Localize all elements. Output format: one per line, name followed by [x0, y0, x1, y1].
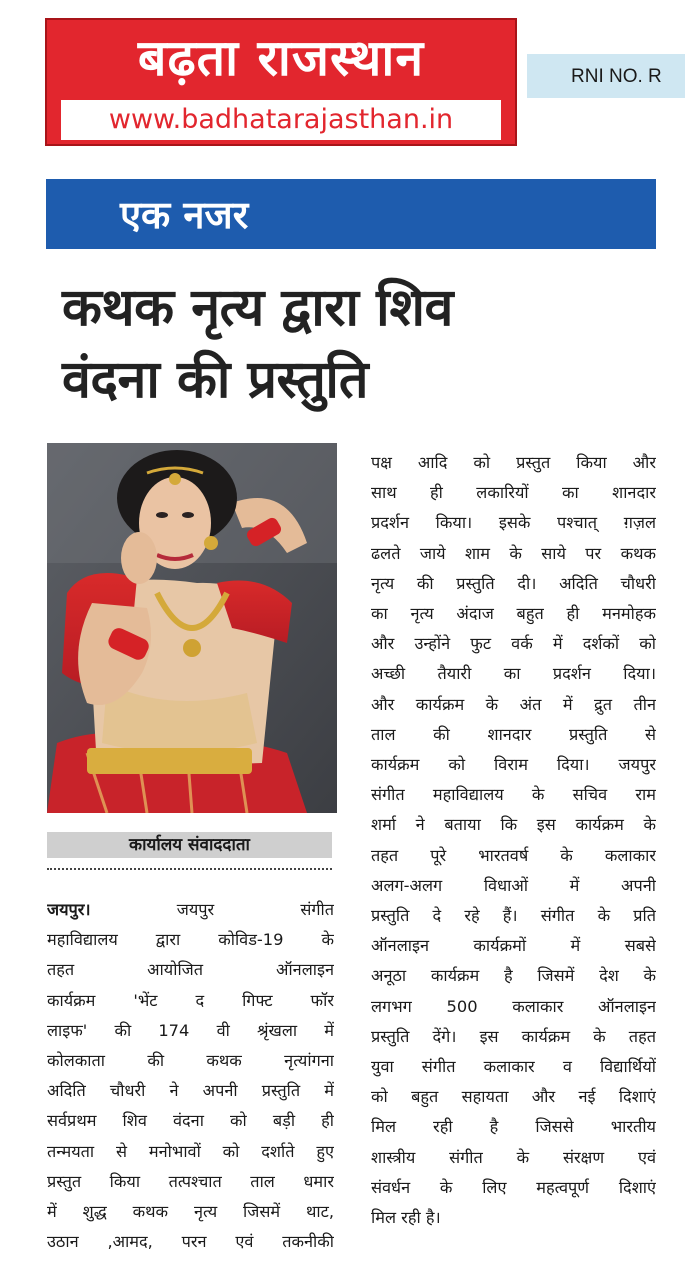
article-line: शर्मा ने बताया कि इस कार्यक्रम के: [371, 815, 656, 835]
article-line: में शुद्ध कथक नृत्य जिसमें थाट,: [47, 1202, 334, 1222]
article-line: मिल रही है।: [371, 1208, 441, 1228]
dateline: जयपुर।: [47, 900, 91, 919]
website-url-strip: [61, 100, 501, 140]
article-line: कार्यक्रम को विराम दिया। जयपुर: [371, 755, 656, 775]
article-line: ऑनलाइन कार्यक्रमों में सबसे: [371, 936, 656, 956]
article-line: नृत्य की प्रस्तुति दी। अदिति चौधरी: [371, 573, 656, 593]
headline-line-2: वंदना की प्रस्तुति: [62, 350, 369, 410]
article-line: अनूठा कार्यक्रम है जिसमें देश के: [371, 966, 656, 986]
dancer-image: [47, 443, 337, 813]
rni-band: [527, 54, 685, 98]
article-line: अच्छी तैयारी का प्रदर्शन दिया।: [371, 664, 656, 684]
article-line: ताल की शानदार प्रस्तुति से: [371, 724, 656, 744]
article-line: प्रस्तुति दे रहे हैं। संगीत के प्रति: [371, 906, 656, 926]
article-line: और उन्होंने फुट वर्क में दर्शकों को: [371, 634, 656, 654]
article-line: लगभग 500 कलाकार ऑनलाइन: [371, 996, 656, 1016]
article-line: कोलकाता की कथक नृत्यांगना: [47, 1051, 334, 1071]
article-line: तन्मयता से मनोभावों को दर्शाते हुए: [47, 1141, 334, 1161]
article-line: कार्यक्रम 'भेंट द गिफ्ट फॉर: [47, 990, 334, 1010]
article-line: अदिति चौधरी ने अपनी प्रस्तुति में: [47, 1081, 334, 1101]
article-line: तहत आयोजित ऑनलाइन: [47, 960, 334, 980]
article-line: प्रस्तुति देंगे। इस कार्यक्रम के तहत: [371, 1026, 656, 1046]
website-url[interactable]: www.badhatarajasthan.in: [108, 104, 454, 135]
article-line: शास्त्रीय संगीत के संरक्षण एवं: [371, 1147, 656, 1167]
article-column-left: [47, 895, 334, 1257]
masthead-logo: [45, 18, 517, 146]
article-line: मिल रही है जिससे भारतीय: [371, 1117, 656, 1137]
article-line: युवा संगीत कलाकार व विद्यार्थियों: [371, 1057, 656, 1077]
article-line: संगीत महाविद्यालय के सचिव राम: [371, 785, 656, 805]
article-line: अलग-अलग विधाओं में अपनी: [371, 875, 656, 895]
byline-box: [47, 832, 332, 858]
article-line: महाविद्यालय द्वारा कोविड-19 के: [47, 930, 334, 950]
article-line: प्रस्तुत किया तत्पश्चात ताल धमार: [47, 1171, 334, 1191]
article-line: पक्ष आदि को प्रस्तुत किया और: [371, 453, 656, 472]
headline-line-1: कथक नृत्य द्वारा शिव: [62, 278, 453, 338]
byline: कार्यालय संवाददाता: [129, 835, 250, 855]
article-line: को बहुत सहायता और नई दिशाएं: [371, 1087, 656, 1107]
article-column-right: [371, 448, 656, 1233]
article-line: सर्वप्रथम शिव वंदना को बड़ी ही: [47, 1111, 334, 1131]
newspaper-title: बढ़ता राजस्थान: [137, 29, 425, 87]
article-line: उठान ,आमद, परन एवं तकनीकी: [47, 1232, 334, 1252]
section-label: एक नजर: [120, 193, 249, 237]
article-line: और कार्यक्रम के अंत में द्रुत तीन: [371, 694, 656, 714]
section-banner: [46, 179, 656, 249]
article-line: साथ ही लकारियों का शानदार: [371, 483, 656, 503]
article-line: संवर्धन के लिए महत्वपूर्ण दिशाएं: [371, 1177, 656, 1197]
article-line: [47, 895, 334, 925]
article-line: ढलते जाये शाम के साये पर कथक: [371, 543, 656, 563]
byline-divider: [47, 868, 332, 870]
article-headline: [62, 272, 662, 416]
rni-number: RNI NO. R: [571, 66, 662, 87]
article-line: का नृत्य अंदाज बहुत ही मनमोहक: [371, 604, 656, 624]
article-line-text: जयपुर संगीत: [90, 900, 334, 919]
article-line: प्रदर्शन किया। इसके पश्चात् ग़ज़ल: [371, 513, 656, 533]
kathak-dancer-photo: [47, 443, 337, 813]
article-line: तहत पूरे भारतवर्ष के कलाकार: [371, 845, 656, 865]
article-line: लाइफ' की 174 वी श्रृंखला में: [47, 1020, 334, 1040]
